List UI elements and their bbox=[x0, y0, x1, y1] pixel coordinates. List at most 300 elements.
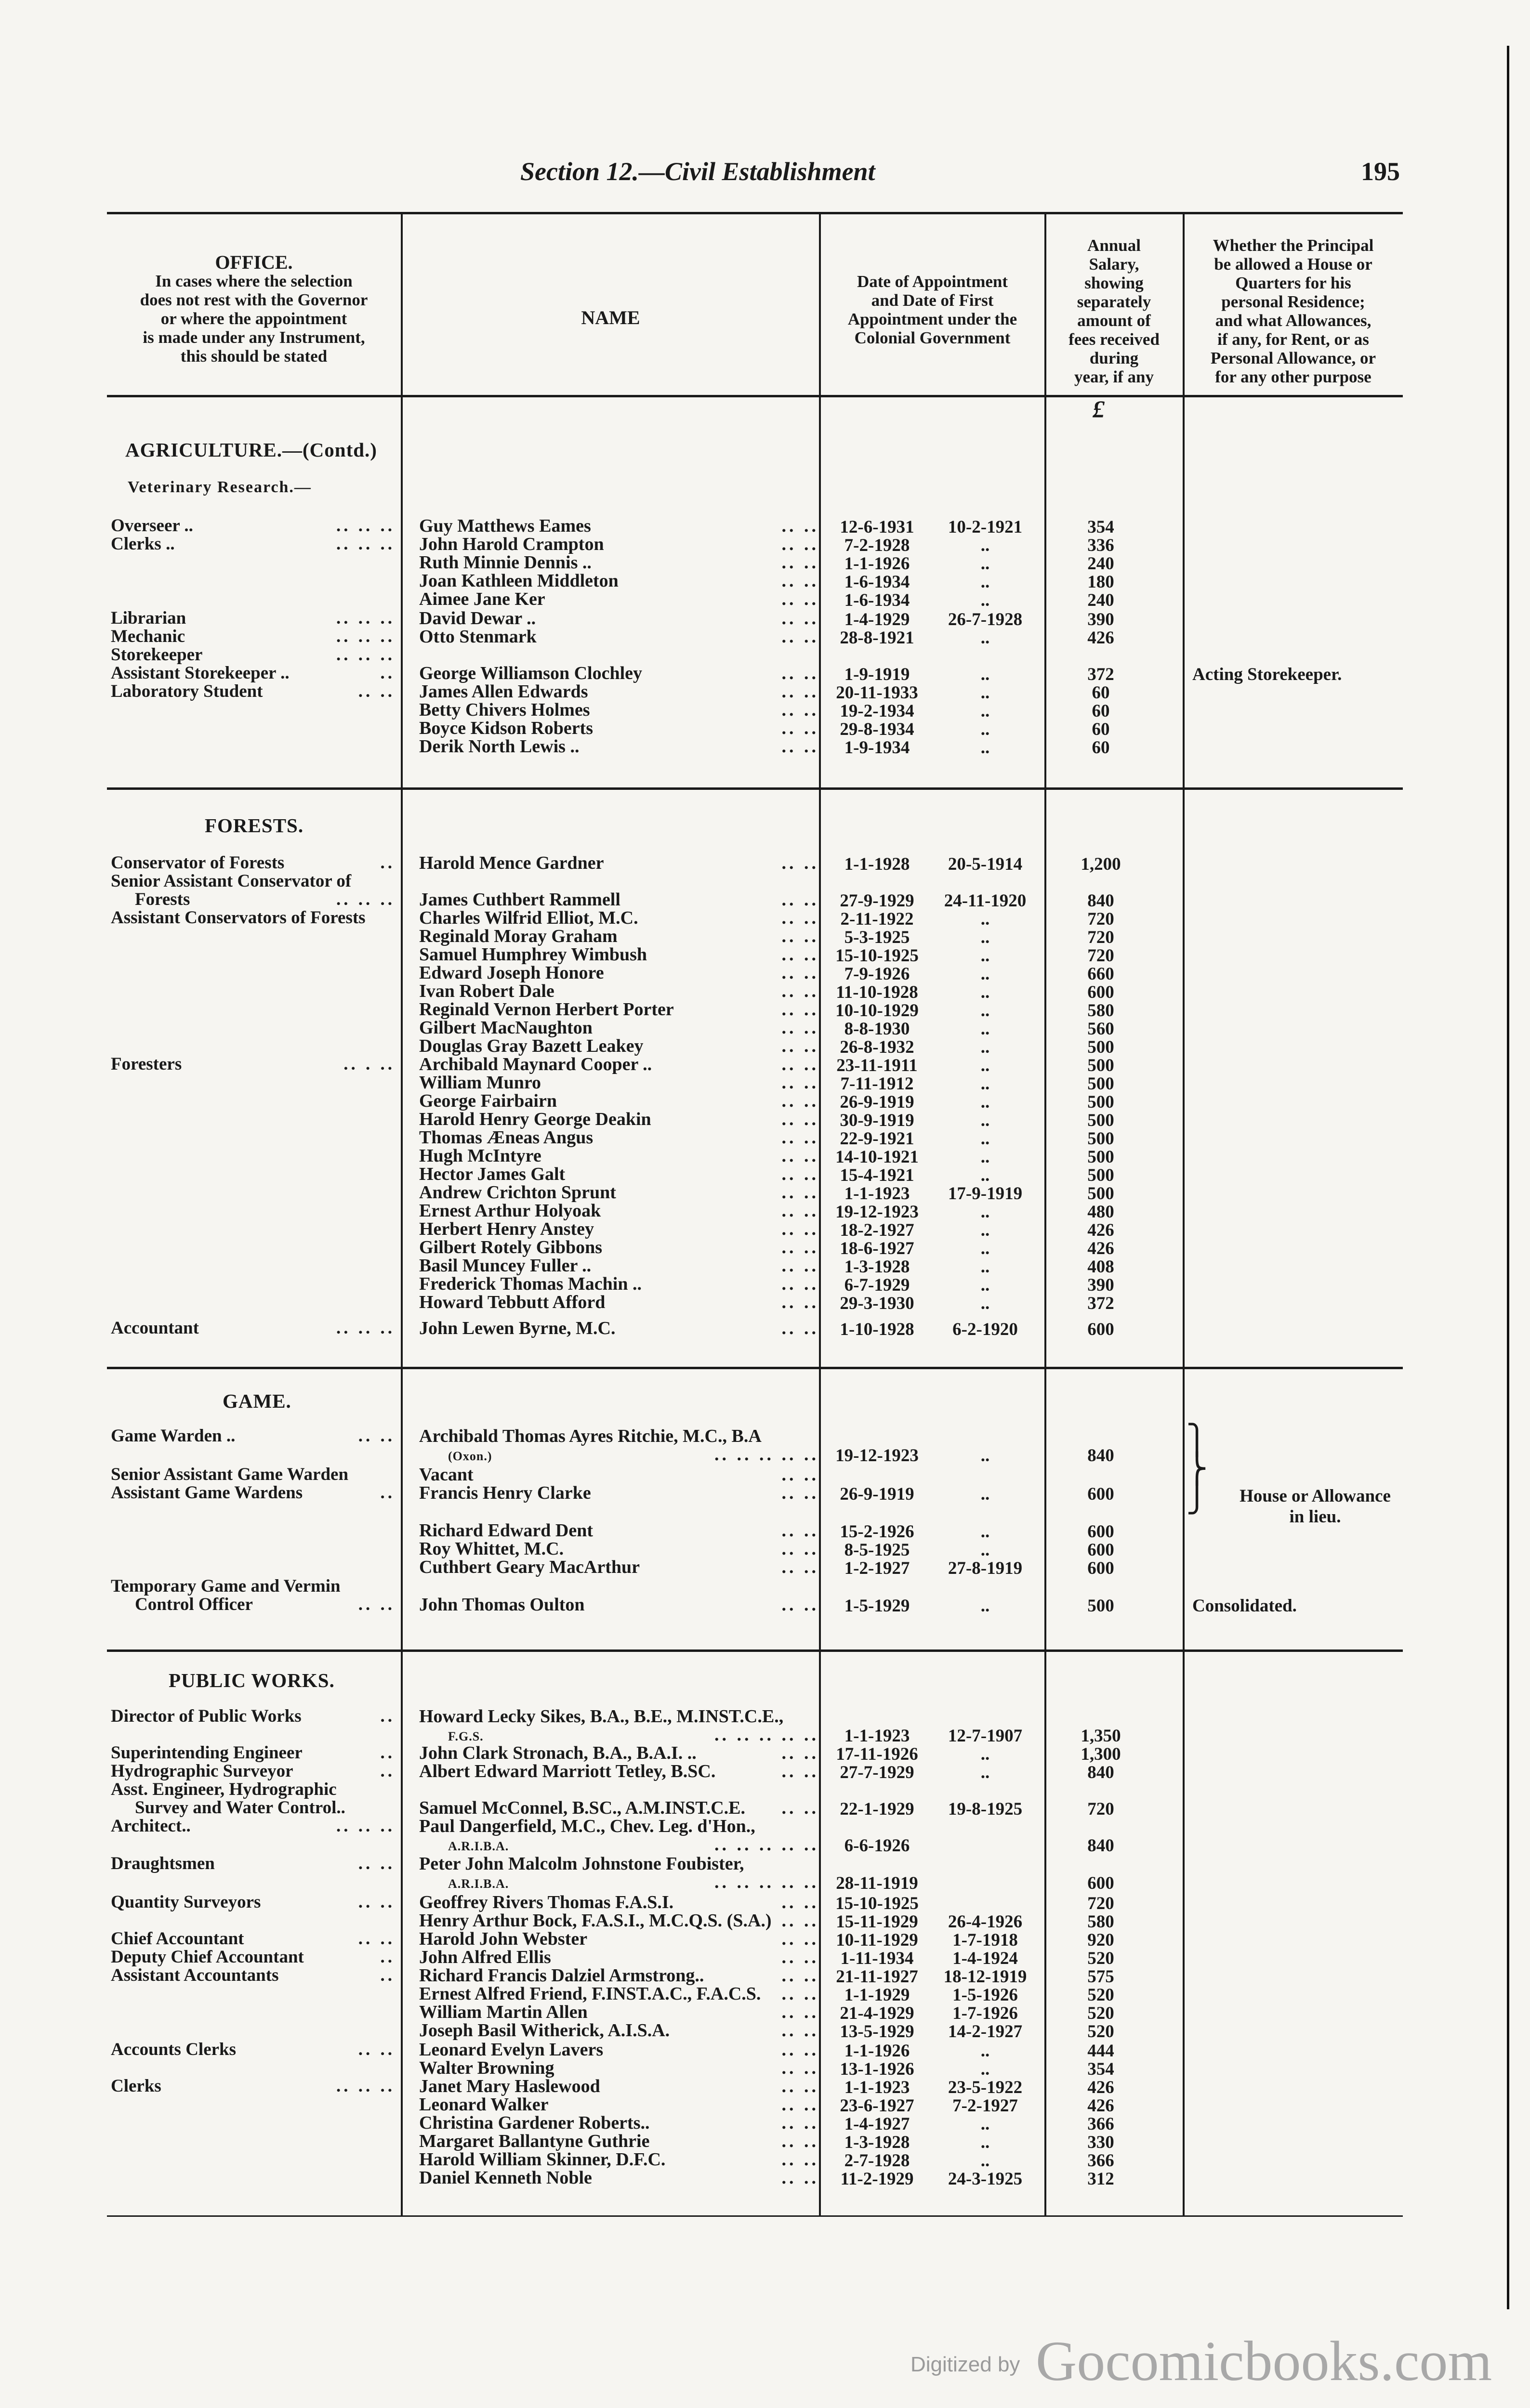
table-bottom-rule bbox=[107, 2215, 1403, 2217]
residence-column-header: Whether the Principal be allowed a House or Quarters for his personal Residence; and what Allowances, if any, for Rent, or as Personal Allowance, or for any other purpose bbox=[1210, 236, 1376, 386]
appointment-date: 26-8-1932 bbox=[840, 1037, 914, 1057]
annual-salary: 336 bbox=[1087, 536, 1114, 555]
office-label: Clerks .. .. .. bbox=[111, 2076, 395, 2096]
office-label: Control Officer .. .. bbox=[135, 1595, 395, 1614]
first-appointment-date: .. bbox=[980, 572, 990, 592]
first-appointment-date: .. bbox=[980, 1202, 990, 1222]
annual-salary: 580 bbox=[1087, 1912, 1114, 1932]
person-name: Peter John Malcolm Johnstone Foubister, bbox=[419, 1854, 744, 1874]
person-name: Harold Mence Gardner .. .. bbox=[419, 853, 819, 873]
office-label: Conservator of Forests .. bbox=[111, 853, 395, 873]
appointment-date: 18-2-1927 bbox=[840, 1220, 914, 1240]
annual-salary: 575 bbox=[1087, 1967, 1114, 1987]
annual-salary: 330 bbox=[1087, 2133, 1114, 2152]
annual-salary: 240 bbox=[1087, 554, 1114, 574]
watermark-brand: Gocomicbooks.com bbox=[1036, 2329, 1492, 2393]
appointment-date: 1-5-1929 bbox=[844, 1596, 910, 1616]
annual-salary: 920 bbox=[1087, 1930, 1114, 1950]
annual-salary: 720 bbox=[1087, 909, 1114, 929]
table-header-rule bbox=[107, 395, 1403, 397]
first-appointment-date: .. bbox=[980, 701, 990, 721]
section-rule-1 bbox=[107, 787, 1403, 790]
first-appointment-date: .. bbox=[980, 628, 990, 648]
person-name: Leonard Evelyn Lavers .. .. bbox=[419, 2040, 819, 2060]
annual-salary: 60 bbox=[1092, 738, 1110, 758]
section-rule-3 bbox=[107, 1649, 1403, 1652]
appointment-date: 10-11-1929 bbox=[836, 1930, 918, 1950]
person-name: Samuel McConnel, B.SC., A.M.INST.C.E. .. .. bbox=[419, 1798, 819, 1818]
person-name: Albert Edward Marriott Tetley, B.SC. .. .. bbox=[419, 1761, 819, 1781]
office-label: Assistant Storekeeper .. .. bbox=[111, 663, 395, 683]
brace-top: ⎫ ⎬ ⎭ bbox=[1186, 1424, 1208, 1514]
first-appointment-date: .. bbox=[980, 1446, 990, 1466]
office-label: Assistant Game Wardens .. bbox=[111, 1483, 395, 1503]
first-appointment-date: .. bbox=[980, 1596, 990, 1616]
person-name: Thomas Æneas Angus .. .. bbox=[419, 1127, 819, 1148]
annual-salary: 840 bbox=[1087, 1446, 1114, 1466]
person-name: Vacant .. .. bbox=[419, 1465, 819, 1485]
col-divider-date bbox=[1044, 214, 1046, 2215]
appointment-date: 1-6-1934 bbox=[844, 590, 910, 610]
annual-salary: 500 bbox=[1087, 1184, 1114, 1204]
annual-salary: 500 bbox=[1087, 1056, 1114, 1075]
appointment-date: 1-1-1929 bbox=[844, 1985, 910, 2005]
person-name: John Lewen Byrne, M.C. .. .. bbox=[419, 1318, 819, 1338]
salary-column-header: Annual Salary, showing separately amount of fees received during year, if any bbox=[1068, 236, 1160, 386]
annual-salary: 426 bbox=[1087, 2096, 1114, 2116]
pound-sign: £ bbox=[1093, 395, 1105, 422]
annual-salary: 520 bbox=[1087, 1949, 1114, 1968]
annual-salary: 372 bbox=[1087, 665, 1114, 684]
first-appointment-date: .. bbox=[980, 2114, 990, 2134]
annual-salary: 500 bbox=[1087, 1074, 1114, 1094]
section-title-game: GAME. bbox=[223, 1390, 291, 1412]
person-name: Guy Matthews Eames .. .. bbox=[419, 516, 819, 536]
appointment-date: 2-11-1922 bbox=[840, 909, 914, 929]
office-label: Mechanic .. .. .. bbox=[111, 627, 395, 646]
section-subtitle-veterinary: Veterinary Research.— bbox=[128, 478, 312, 496]
person-name: Joseph Basil Witherick, A.I.S.A. .. .. bbox=[419, 2020, 819, 2041]
appointment-date: 1-11-1934 bbox=[840, 1949, 914, 1968]
person-name: Paul Dangerfield, M.C., Chev. Leg. d'Hon., bbox=[419, 1816, 755, 1836]
appointment-date: 1-9-1919 bbox=[844, 665, 910, 684]
annual-salary: 1,300 bbox=[1081, 1744, 1121, 1764]
annual-salary: 1,200 bbox=[1081, 854, 1121, 874]
person-name: Edward Joseph Honore .. .. bbox=[419, 963, 819, 983]
appointment-date: 29-8-1934 bbox=[840, 720, 914, 739]
first-appointment-date: 26-4-1926 bbox=[948, 1912, 1023, 1932]
section-title-forests: FORESTS. bbox=[205, 814, 304, 837]
appointment-date: 15-10-1925 bbox=[835, 1894, 919, 1913]
annual-salary: 600 bbox=[1087, 1484, 1114, 1504]
office-label: Assistant Conservators of Forests bbox=[111, 908, 366, 928]
person-name: Leonard Walker .. .. bbox=[419, 2094, 819, 2115]
first-appointment-date: .. bbox=[980, 1129, 990, 1149]
person-name: Geoffrey Rivers Thomas F.A.S.I. .. .. bbox=[419, 1892, 819, 1912]
appointment-date: 1-9-1934 bbox=[844, 738, 910, 758]
person-name: Francis Henry Clarke .. .. bbox=[419, 1483, 819, 1503]
person-name: Otto Stenmark .. .. bbox=[419, 627, 819, 647]
first-appointment-date: .. bbox=[980, 928, 990, 947]
first-appointment-date: .. bbox=[980, 2059, 990, 2079]
appointment-date: 10-10-1929 bbox=[835, 1001, 919, 1021]
person-name: Harold Henry George Deakin .. .. bbox=[419, 1109, 819, 1129]
person-name-continued: F.G.S. .. .. .. .. .. bbox=[448, 1725, 819, 1745]
person-name: John Harold Crampton .. .. bbox=[419, 534, 819, 554]
person-name: Herbert Henry Anstey .. .. bbox=[419, 1219, 819, 1239]
appointment-date: 22-9-1921 bbox=[840, 1129, 914, 1149]
annual-salary: 720 bbox=[1087, 946, 1114, 966]
office-label: Overseer .. .. .. .. bbox=[111, 516, 395, 536]
appointment-date: 1-1-1923 bbox=[844, 1184, 910, 1204]
first-appointment-date: .. bbox=[980, 554, 990, 574]
first-appointment-date: .. bbox=[980, 683, 990, 703]
appointment-date: 28-8-1921 bbox=[840, 628, 914, 648]
annual-salary: 600 bbox=[1087, 1320, 1114, 1339]
first-appointment-date: .. bbox=[980, 1001, 990, 1021]
first-appointment-date: .. bbox=[980, 738, 990, 758]
appointment-date: 2-7-1928 bbox=[844, 2151, 910, 2171]
annual-salary: 312 bbox=[1087, 2169, 1114, 2189]
appointment-date: 7-9-1926 bbox=[844, 964, 910, 984]
section-title-agriculture: AGRICULTURE.—(Contd.) bbox=[125, 439, 377, 461]
annual-salary: 408 bbox=[1087, 1257, 1114, 1277]
first-appointment-date: .. bbox=[980, 1275, 990, 1295]
first-appointment-date: .. bbox=[980, 1540, 990, 1560]
appointment-date: 11-2-1929 bbox=[840, 2169, 914, 2189]
appointment-date: 1-2-1927 bbox=[844, 1558, 910, 1578]
annual-salary: 372 bbox=[1087, 1294, 1114, 1313]
appointment-date: 15-11-1929 bbox=[836, 1912, 918, 1932]
annual-salary: 426 bbox=[1087, 2078, 1114, 2097]
annual-salary: 426 bbox=[1087, 1220, 1114, 1240]
person-name: William Munro .. .. bbox=[419, 1073, 819, 1093]
office-label: Foresters .. . .. bbox=[111, 1054, 395, 1074]
person-name: Gilbert Rotely Gibbons .. .. bbox=[419, 1237, 819, 1257]
office-label: Asst. Engineer, Hydrographic bbox=[111, 1780, 337, 1799]
person-name: Derik North Lewis .. .. .. bbox=[419, 736, 819, 757]
office-label: Senior Assistant Conservator of bbox=[111, 871, 352, 891]
person-name: John Thomas Oulton .. .. bbox=[419, 1595, 819, 1615]
person-name: George Fairbairn .. .. bbox=[419, 1091, 819, 1111]
person-name: Andrew Crichton Sprunt .. .. bbox=[419, 1182, 819, 1203]
person-name: James Cuthbert Rammell .. .. bbox=[419, 890, 819, 910]
annual-salary: 60 bbox=[1092, 720, 1110, 739]
annual-salary: 720 bbox=[1087, 928, 1114, 947]
appointment-date: 17-11-1926 bbox=[836, 1744, 918, 1764]
annual-salary: 60 bbox=[1092, 701, 1110, 721]
annual-salary: 720 bbox=[1087, 1894, 1114, 1913]
person-name: Christina Gardener Roberts.. .. .. bbox=[419, 2113, 819, 2133]
appointment-date: 22-1-1929 bbox=[840, 1799, 914, 1819]
person-name: Harold William Skinner, D.F.C. .. .. bbox=[419, 2149, 819, 2170]
annual-salary: 840 bbox=[1087, 891, 1114, 911]
person-name: George Williamson Clochley .. .. bbox=[419, 663, 819, 683]
first-appointment-date: 1-7-1918 bbox=[952, 1930, 1018, 1950]
first-appointment-date: 12-7-1907 bbox=[948, 1726, 1023, 1746]
person-name: Reginald Vernon Herbert Porter .. .. bbox=[419, 999, 819, 1020]
annual-salary: 444 bbox=[1087, 2041, 1114, 2061]
first-appointment-date: 1-5-1926 bbox=[952, 1985, 1018, 2005]
annual-salary: 366 bbox=[1087, 2151, 1114, 2171]
table-top-rule bbox=[107, 212, 1403, 214]
annual-salary: 600 bbox=[1087, 982, 1114, 1002]
appointment-date: 15-10-1925 bbox=[835, 946, 919, 966]
first-appointment-date: .. bbox=[980, 1744, 990, 1764]
appointment-date: 5-3-1925 bbox=[844, 928, 910, 947]
person-name: Daniel Kenneth Noble .. .. bbox=[419, 2168, 819, 2188]
first-appointment-date: .. bbox=[980, 964, 990, 984]
annual-salary: 500 bbox=[1087, 1111, 1114, 1130]
section-title-public-works: PUBLIC WORKS. bbox=[169, 1669, 335, 1691]
person-name: Richard Francis Dalziel Armstrong.. .. .. bbox=[419, 1965, 819, 1986]
first-appointment-date: .. bbox=[980, 1147, 990, 1167]
annual-salary: 390 bbox=[1087, 610, 1114, 629]
annual-salary: 1,350 bbox=[1081, 1726, 1121, 1746]
first-appointment-date: .. bbox=[980, 946, 990, 966]
person-name: James Allen Edwards .. .. bbox=[419, 681, 819, 702]
annual-salary: 500 bbox=[1087, 1037, 1114, 1057]
appointment-date: 13-5-1929 bbox=[840, 2022, 914, 2042]
person-name: Harold John Webster .. .. bbox=[419, 1929, 819, 1949]
first-appointment-date: 20-5-1914 bbox=[948, 854, 1023, 874]
first-appointment-date: .. bbox=[980, 1165, 990, 1185]
first-appointment-date: .. bbox=[980, 1111, 990, 1130]
appointment-date: 19-12-1923 bbox=[835, 1202, 919, 1222]
appointment-date: 18-6-1927 bbox=[840, 1239, 914, 1258]
person-name: Reginald Moray Graham .. .. bbox=[419, 926, 819, 946]
office-label: Superintending Engineer .. bbox=[111, 1743, 395, 1763]
appointment-date: 1-3-1928 bbox=[844, 2133, 910, 2152]
annual-salary: 390 bbox=[1087, 1275, 1114, 1295]
first-appointment-date: 24-11-1920 bbox=[944, 891, 1027, 911]
page-number: 195 bbox=[1361, 157, 1400, 186]
person-name: Basil Muncey Fuller .. .. .. bbox=[419, 1256, 819, 1276]
appointment-date: 7-11-1912 bbox=[840, 1074, 914, 1094]
annual-salary: 600 bbox=[1087, 1522, 1114, 1542]
first-appointment-date: .. bbox=[980, 909, 990, 929]
appointment-date: 1-4-1927 bbox=[844, 2114, 910, 2134]
appointment-date: 15-2-1926 bbox=[840, 1522, 914, 1542]
appointment-date: 21-4-1929 bbox=[840, 2003, 914, 2023]
first-appointment-date: 10-2-1921 bbox=[948, 517, 1023, 537]
appointment-date: 6-6-1926 bbox=[844, 1836, 910, 1856]
office-label: Clerks .. .. .. .. bbox=[111, 534, 395, 554]
office-label: Laboratory Student .. .. bbox=[111, 681, 395, 701]
appointment-date: 28-11-1919 bbox=[836, 1873, 918, 1893]
appointment-date: 26-9-1919 bbox=[840, 1484, 914, 1504]
office-label: Quantity Surveyors .. .. bbox=[111, 1892, 395, 1912]
first-appointment-date: 26-7-1928 bbox=[948, 610, 1023, 629]
remark-acting-storekeeper: Acting Storekeeper. bbox=[1192, 665, 1342, 684]
person-name: Walter Browning .. .. bbox=[419, 2058, 819, 2078]
office-label: Accounts Clerks .. .. bbox=[111, 2040, 395, 2059]
annual-salary: 600 bbox=[1087, 1873, 1114, 1893]
appointment-date: 30-9-1919 bbox=[840, 1111, 914, 1130]
digitized-by-text: Digitized by bbox=[910, 2353, 1020, 2376]
office-label: Forests .. .. .. bbox=[135, 890, 395, 909]
office-label: Director of Public Works .. bbox=[111, 1706, 395, 1726]
first-appointment-date: .. bbox=[980, 1220, 990, 1240]
first-appointment-date: 6-2-1920 bbox=[952, 1320, 1018, 1339]
annual-salary: 240 bbox=[1087, 590, 1114, 610]
appointment-date: 1-1-1926 bbox=[844, 554, 910, 574]
office-column-header: OFFICE. In cases where the selection does not rest with the Governor or where the appointment is made under any Instrument, this should be stated bbox=[140, 251, 368, 366]
first-appointment-date: 7-2-1927 bbox=[952, 2096, 1018, 2116]
office-label: Deputy Chief Accountant .. bbox=[111, 1947, 395, 1967]
annual-salary: 480 bbox=[1087, 1202, 1114, 1222]
appointment-date: 1-4-1929 bbox=[844, 610, 910, 629]
appointment-date: 6-7-1929 bbox=[844, 1275, 910, 1295]
annual-salary: 426 bbox=[1087, 1239, 1114, 1258]
person-name: Howard Lecky Sikes, B.A., B.E., M.INST.C.E., bbox=[419, 1706, 784, 1727]
annual-salary: 520 bbox=[1087, 1985, 1114, 2005]
appointment-date: 8-5-1925 bbox=[844, 1540, 910, 1560]
first-appointment-date: .. bbox=[980, 536, 990, 555]
appointment-date: 26-9-1919 bbox=[840, 1092, 914, 1112]
first-appointment-date: .. bbox=[980, 1294, 990, 1313]
person-name: Richard Edward Dent .. .. bbox=[419, 1520, 819, 1541]
appointment-date: 20-11-1933 bbox=[836, 683, 918, 703]
appointment-date: 19-12-1923 bbox=[835, 1446, 919, 1466]
person-name: Henry Arthur Bock, F.A.S.I., M.C.Q.S. (S.A.) .. .. bbox=[419, 1911, 819, 1931]
office-label: Temporary Game and Vermin bbox=[111, 1576, 341, 1596]
office-label: Accountant .. .. .. bbox=[111, 1318, 395, 1338]
first-appointment-date: 24-3-1925 bbox=[948, 2169, 1023, 2189]
person-name: Hugh McIntyre .. .. bbox=[419, 1146, 819, 1166]
first-appointment-date: 17-9-1919 bbox=[948, 1184, 1023, 1204]
person-name: John Alfred Ellis .. .. bbox=[419, 1947, 819, 1967]
appointment-date: 1-1-1923 bbox=[844, 2078, 910, 2097]
remark-consolidated: Consolidated. bbox=[1192, 1596, 1297, 1616]
person-name: Samuel Humphrey Wimbush .. .. bbox=[419, 944, 819, 965]
appointment-date: 1-10-1928 bbox=[840, 1320, 914, 1339]
annual-salary: 520 bbox=[1087, 2022, 1114, 2042]
person-name: Ernest Arthur Holyoak .. .. bbox=[419, 1201, 819, 1221]
appointment-date: 1-1-1926 bbox=[844, 2041, 910, 2061]
office-label: Architect.. .. .. .. bbox=[111, 1816, 395, 1836]
col-divider-salary bbox=[1183, 214, 1185, 2215]
appointment-date: 29-3-1930 bbox=[840, 1294, 914, 1313]
person-name: Gilbert MacNaughton .. .. bbox=[419, 1018, 819, 1038]
date-column-header: Date of Appointment and Date of First Appointment under the Colonial Government bbox=[847, 272, 1017, 347]
appointment-date: 23-6-1927 bbox=[840, 2096, 914, 2116]
person-name: David Dewar .. .. .. bbox=[419, 608, 819, 628]
person-name: Charles Wilfrid Elliot, M.C. .. .. bbox=[419, 908, 819, 928]
annual-salary: 500 bbox=[1087, 1092, 1114, 1112]
person-name: Joan Kathleen Middleton .. .. bbox=[419, 571, 819, 591]
annual-salary: 500 bbox=[1087, 1596, 1114, 1616]
first-appointment-date: .. bbox=[980, 1019, 990, 1039]
office-label: Hydrographic Surveyor .. bbox=[111, 1761, 395, 1781]
annual-salary: 580 bbox=[1087, 1001, 1114, 1021]
person-name: Betty Chivers Holmes .. .. bbox=[419, 700, 819, 720]
first-appointment-date: 14-2-1927 bbox=[948, 2022, 1023, 2042]
page-header-title: Section 12.—Civil Establishment bbox=[520, 157, 875, 186]
annual-salary: 354 bbox=[1087, 517, 1114, 537]
annual-salary: 500 bbox=[1087, 1165, 1114, 1185]
first-appointment-date: .. bbox=[980, 590, 990, 610]
person-name: Margaret Ballantyne Guthrie .. .. bbox=[419, 2131, 819, 2151]
appointment-date: 11-10-1928 bbox=[836, 982, 918, 1002]
remark-house-allowance: House or Allowance in lieu. bbox=[1240, 1486, 1391, 1527]
annual-salary: 366 bbox=[1087, 2114, 1114, 2134]
person-name-continued: A.R.I.B.A. .. .. .. .. .. bbox=[448, 1834, 819, 1855]
office-label: Senior Assistant Game Warden bbox=[111, 1465, 349, 1484]
first-appointment-date: .. bbox=[980, 2151, 990, 2171]
person-name: Douglas Gray Bazett Leakey .. .. bbox=[419, 1036, 819, 1056]
person-name: Roy Whittet, M.C. .. .. bbox=[419, 1539, 819, 1559]
appointment-date: 1-3-1928 bbox=[844, 1257, 910, 1277]
annual-salary: 426 bbox=[1087, 628, 1114, 648]
office-label: Librarian .. .. .. bbox=[111, 608, 395, 628]
appointment-date: 1-1-1928 bbox=[844, 854, 910, 874]
first-appointment-date: .. bbox=[980, 1092, 990, 1112]
office-label: Survey and Water Control.. bbox=[135, 1798, 345, 1818]
person-name-continued: (Oxon.) .. .. .. .. .. bbox=[448, 1444, 819, 1465]
annual-salary: 500 bbox=[1087, 1129, 1114, 1149]
appointment-date: 27-9-1929 bbox=[840, 891, 914, 911]
first-appointment-date: .. bbox=[980, 1484, 990, 1504]
person-name: Archibald Maynard Cooper .. .. .. bbox=[419, 1054, 819, 1074]
first-appointment-date: 23-5-1922 bbox=[948, 2078, 1023, 2097]
annual-salary: 520 bbox=[1087, 2003, 1114, 2023]
page-edge bbox=[1507, 46, 1509, 2309]
person-name: Ruth Minnie Dennis .. .. .. bbox=[419, 552, 819, 573]
appointment-date: 1-6-1934 bbox=[844, 572, 910, 592]
appointment-date: 23-11-1911 bbox=[836, 1056, 918, 1075]
person-name: Archibald Thomas Ayres Ritchie, M.C., B.A bbox=[419, 1426, 762, 1446]
appointment-date: 7-2-1928 bbox=[844, 536, 910, 555]
annual-salary: 720 bbox=[1087, 1799, 1114, 1819]
person-name: Boyce Kidson Roberts .. .. bbox=[419, 718, 819, 738]
office-label: Storekeeper .. .. .. bbox=[111, 645, 395, 665]
person-name: Howard Tebbutt Afford .. .. bbox=[419, 1292, 819, 1312]
first-appointment-date: .. bbox=[980, 720, 990, 739]
person-name: Janet Mary Haslewood .. .. bbox=[419, 2076, 819, 2096]
person-name: Ernest Alfred Friend, F.INST.A.C., F.A.C.S. .. .. bbox=[419, 1984, 819, 2004]
section-rule-2 bbox=[107, 1367, 1403, 1369]
first-appointment-date: .. bbox=[980, 982, 990, 1002]
person-name: William Martin Allen .. .. bbox=[419, 2002, 819, 2022]
office-label: Chief Accountant .. .. bbox=[111, 1929, 395, 1949]
appointment-date: 19-2-1934 bbox=[840, 701, 914, 721]
first-appointment-date: .. bbox=[980, 665, 990, 684]
first-appointment-date: .. bbox=[980, 1257, 990, 1277]
appointment-date: 15-4-1921 bbox=[840, 1165, 914, 1185]
person-name: John Clark Stronach, B.A., B.A.I. .. .. .. bbox=[419, 1743, 819, 1763]
col-divider-name bbox=[819, 214, 821, 2215]
person-name: Ivan Robert Dale .. .. bbox=[419, 981, 819, 1001]
first-appointment-date: .. bbox=[980, 1522, 990, 1542]
first-appointment-date: 1-7-1926 bbox=[952, 2003, 1018, 2023]
person-name: Aimee Jane Ker .. .. bbox=[419, 589, 819, 609]
appointment-date: 1-1-1923 bbox=[844, 1726, 910, 1746]
appointment-date: 8-8-1930 bbox=[844, 1019, 910, 1039]
first-appointment-date: .. bbox=[980, 1037, 990, 1057]
annual-salary: 840 bbox=[1087, 1836, 1114, 1856]
annual-salary: 500 bbox=[1087, 1147, 1114, 1167]
annual-salary: 600 bbox=[1087, 1558, 1114, 1578]
appointment-date: 12-6-1931 bbox=[840, 517, 914, 537]
annual-salary: 180 bbox=[1087, 572, 1114, 592]
person-name: Frederick Thomas Machin .. .. .. bbox=[419, 1274, 819, 1294]
appointment-date: 21-11-1927 bbox=[836, 1967, 918, 1987]
appointment-date: 14-10-1921 bbox=[835, 1147, 919, 1167]
annual-salary: 60 bbox=[1092, 683, 1110, 703]
first-appointment-date: 19-8-1925 bbox=[948, 1799, 1023, 1819]
person-name-continued: A.R.I.B.A. .. .. .. .. .. bbox=[448, 1872, 819, 1892]
